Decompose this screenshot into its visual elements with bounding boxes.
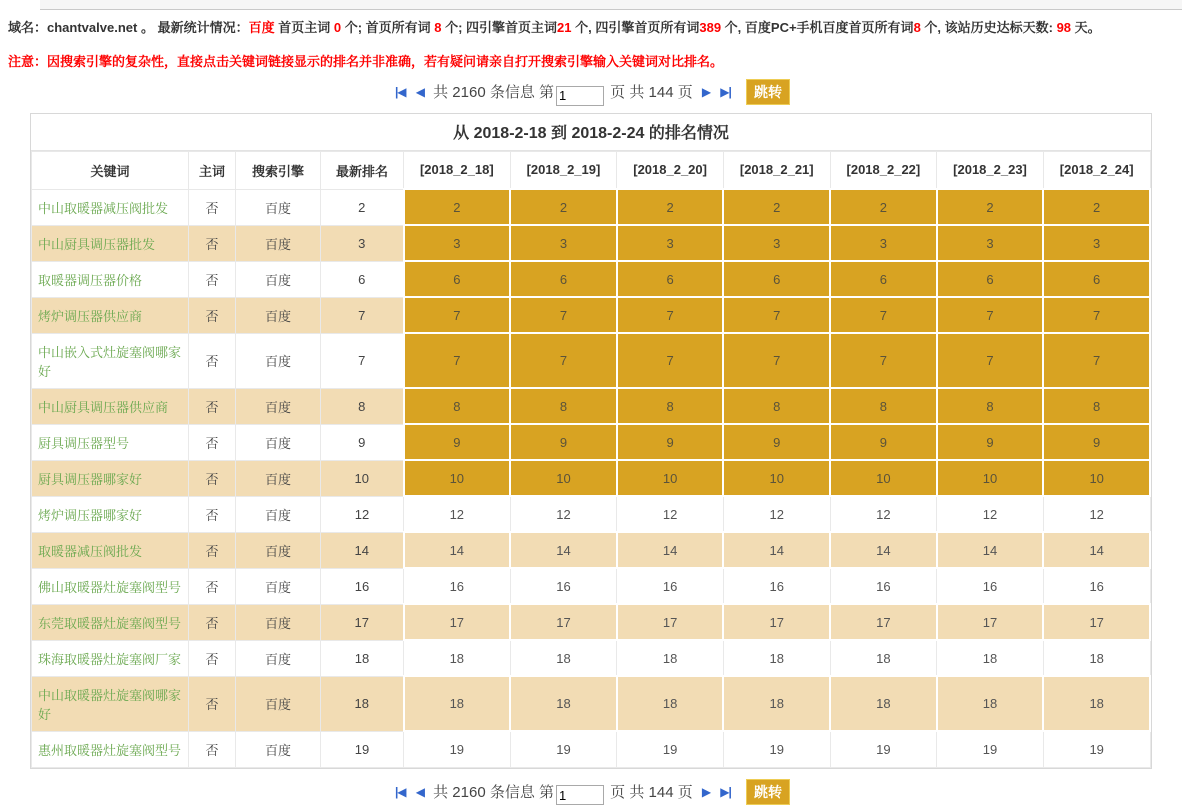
keyword-link[interactable]: 中山取暖器灶旋塞阀哪家好 <box>38 688 181 722</box>
latest-rank-cell: 8 <box>321 388 404 424</box>
latest-rank-cell: 2 <box>321 189 404 225</box>
date-column-header: [2018_2_21] <box>723 151 830 189</box>
search-engine-cell: 百度 <box>236 604 321 640</box>
table-title: 从 2018-2-18 到 2018-2-24 的排名情况 <box>31 114 1151 151</box>
table-row <box>32 640 1151 676</box>
date-column-header: [2018_2_22] <box>830 151 937 189</box>
date-rank-cell: 7 <box>617 333 724 388</box>
date-rank-cell: 10 <box>723 460 830 496</box>
search-engine-cell: 百度 <box>236 333 321 388</box>
latest-rank-cell: 16 <box>321 568 404 604</box>
stats-segment: 0 <box>334 20 341 35</box>
last-page-icon[interactable]: ▶| <box>720 85 731 99</box>
keyword-cell <box>32 333 189 388</box>
rank-table-body <box>32 189 1151 767</box>
date-rank-cell: 9 <box>404 424 511 460</box>
date-rank-cell: 3 <box>404 225 511 261</box>
date-rank-cell: 2 <box>617 189 724 225</box>
date-rank-cell: 8 <box>830 388 937 424</box>
date-rank-cell: 18 <box>1043 640 1150 676</box>
table-row <box>32 189 1151 225</box>
date-rank-cell: 3 <box>1043 225 1150 261</box>
date-rank-cell: 7 <box>510 297 617 333</box>
date-rank-cell: 14 <box>723 532 830 568</box>
date-rank-cell: 17 <box>830 604 937 640</box>
date-rank-cell: 8 <box>617 388 724 424</box>
keyword-link[interactable]: 惠州取暖器灶旋塞阀型号 <box>38 743 181 758</box>
date-rank-cell: 19 <box>404 731 511 767</box>
keyword-cell <box>32 424 189 460</box>
keyword-link[interactable]: 厨具调压器型号 <box>38 436 129 451</box>
date-rank-cell: 12 <box>404 496 511 532</box>
date-rank-cell: 18 <box>723 676 830 731</box>
date-rank-cell: 9 <box>937 424 1044 460</box>
keyword-cell <box>32 604 189 640</box>
table-row <box>32 297 1151 333</box>
keyword-link[interactable]: 东莞取暖器灶旋塞阀型号 <box>38 616 181 631</box>
jump-button[interactable]: 跳转 <box>746 779 790 805</box>
date-rank-cell: 6 <box>510 261 617 297</box>
date-column-header: [2018_2_19] <box>510 151 617 189</box>
stats-label: 最新统计情况： <box>158 20 249 35</box>
date-rank-cell: 9 <box>617 424 724 460</box>
pagination-bottom <box>0 779 1182 805</box>
date-rank-cell: 17 <box>617 604 724 640</box>
prev-page-icon[interactable]: ◀ <box>416 85 424 99</box>
date-rank-cell: 14 <box>937 532 1044 568</box>
date-rank-cell: 18 <box>1043 676 1150 731</box>
keyword-link[interactable]: 珠海取暖器灶旋塞阀厂家 <box>38 652 181 667</box>
page-input[interactable] <box>556 785 604 805</box>
table-row <box>32 333 1151 388</box>
keyword-cell <box>32 261 189 297</box>
main-word-cell: 否 <box>189 388 236 424</box>
table-row <box>32 460 1151 496</box>
date-rank-cell: 16 <box>830 568 937 604</box>
stats-segment: 百度 <box>249 20 275 35</box>
date-rank-cell: 8 <box>1043 388 1150 424</box>
search-engine-cell: 百度 <box>236 532 321 568</box>
date-rank-cell: 16 <box>617 568 724 604</box>
first-page-icon[interactable]: |◀ <box>395 85 406 99</box>
date-rank-cell: 19 <box>1043 731 1150 767</box>
date-rank-cell: 7 <box>830 333 937 388</box>
date-rank-cell: 9 <box>1043 424 1150 460</box>
date-rank-cell: 7 <box>937 297 1044 333</box>
date-rank-cell: 18 <box>723 640 830 676</box>
column-header: 主词 <box>189 151 236 189</box>
date-column-header: [2018_2_23] <box>937 151 1044 189</box>
next-page-icon[interactable]: ▶ <box>702 785 710 799</box>
stats-segment: 21 <box>557 20 571 35</box>
latest-rank-cell: 7 <box>321 333 404 388</box>
date-rank-cell: 3 <box>510 225 617 261</box>
date-rank-cell: 14 <box>1043 532 1150 568</box>
latest-rank-cell: 17 <box>321 604 404 640</box>
date-rank-cell: 14 <box>510 532 617 568</box>
main-word-cell: 否 <box>189 225 236 261</box>
date-rank-cell: 19 <box>937 731 1044 767</box>
table-row <box>32 496 1151 532</box>
page-count-text: 共 2160 条信息 第 <box>433 84 554 101</box>
date-rank-cell: 7 <box>830 297 937 333</box>
date-rank-cell: 7 <box>617 297 724 333</box>
table-row <box>32 731 1151 767</box>
date-rank-cell: 17 <box>723 604 830 640</box>
date-rank-cell: 6 <box>404 261 511 297</box>
latest-rank-cell: 14 <box>321 532 404 568</box>
page-input[interactable] <box>556 86 604 106</box>
next-page-icon[interactable]: ▶ <box>702 85 710 99</box>
keyword-cell <box>32 460 189 496</box>
date-rank-cell: 2 <box>510 189 617 225</box>
column-header: 搜索引擎 <box>236 151 321 189</box>
keyword-cell <box>32 640 189 676</box>
date-rank-cell: 18 <box>830 640 937 676</box>
date-rank-cell: 18 <box>617 676 724 731</box>
stats-segment: 个, 百度PC+手机百度首页所有词 <box>721 20 914 35</box>
main-word-cell: 否 <box>189 604 236 640</box>
stats-segment: 8 <box>434 20 441 35</box>
stats-segment: 389 <box>699 20 721 35</box>
date-rank-cell: 12 <box>937 496 1044 532</box>
search-engine-cell: 百度 <box>236 424 321 460</box>
date-rank-cell: 14 <box>617 532 724 568</box>
date-rank-cell: 17 <box>510 604 617 640</box>
date-rank-cell: 18 <box>937 640 1044 676</box>
notice-line: 注意：因搜索引擎的复杂性，直接点击关键词链接显示的排名并非准确，若有疑问请亲自打开搜索引擎输入关键词对比排名。 <box>8 51 1182 70</box>
browser-top-strip <box>40 0 1182 10</box>
keyword-link[interactable]: 中山厨具调压器批发 <box>38 237 155 252</box>
table-row <box>32 676 1151 731</box>
table-row <box>32 388 1151 424</box>
search-engine-cell: 百度 <box>236 388 321 424</box>
date-rank-cell: 7 <box>937 333 1044 388</box>
date-rank-cell: 6 <box>830 261 937 297</box>
main-word-cell: 否 <box>189 676 236 731</box>
date-rank-cell: 3 <box>723 225 830 261</box>
date-rank-cell: 16 <box>404 568 511 604</box>
date-rank-cell: 10 <box>510 460 617 496</box>
date-rank-cell: 12 <box>1043 496 1150 532</box>
date-rank-cell: 6 <box>617 261 724 297</box>
keyword-link[interactable]: 中山嵌入式灶旋塞阀哪家好 <box>38 345 181 379</box>
date-rank-cell: 12 <box>723 496 830 532</box>
pagination-top <box>0 79 1182 106</box>
domain-value: chantvalve.net <box>47 20 137 35</box>
main-word-cell: 否 <box>189 333 236 388</box>
date-rank-cell: 3 <box>937 225 1044 261</box>
keyword-cell <box>32 731 189 767</box>
latest-rank-cell: 18 <box>321 640 404 676</box>
table-row <box>32 532 1151 568</box>
main-word-cell: 否 <box>189 496 236 532</box>
table-row <box>32 261 1151 297</box>
main-word-cell: 否 <box>189 297 236 333</box>
search-engine-cell: 百度 <box>236 189 321 225</box>
latest-rank-cell: 18 <box>321 676 404 731</box>
stats-segment: 98 <box>1057 20 1071 35</box>
latest-rank-cell: 9 <box>321 424 404 460</box>
keyword-link[interactable]: 烤炉调压器哪家好 <box>38 508 142 523</box>
date-rank-cell: 17 <box>404 604 511 640</box>
keyword-cell <box>32 189 189 225</box>
latest-rank-cell: 12 <box>321 496 404 532</box>
keyword-link[interactable]: 烤炉调压器供应商 <box>38 309 142 324</box>
stats-segment: 天。 <box>1071 20 1101 35</box>
table-row <box>32 424 1151 460</box>
latest-rank-cell: 6 <box>321 261 404 297</box>
main-word-cell: 否 <box>189 568 236 604</box>
page-total-text: 页 共 144 页 <box>610 784 693 801</box>
main-word-cell: 否 <box>189 640 236 676</box>
date-rank-cell: 16 <box>723 568 830 604</box>
keyword-link[interactable]: 厨具调压器哪家好 <box>38 472 142 487</box>
latest-rank-cell: 3 <box>321 225 404 261</box>
date-rank-cell: 8 <box>723 388 830 424</box>
first-page-icon[interactable]: |◀ <box>395 785 406 799</box>
date-rank-cell: 10 <box>937 460 1044 496</box>
search-engine-cell: 百度 <box>236 297 321 333</box>
search-engine-cell: 百度 <box>236 261 321 297</box>
stats-line <box>8 17 1182 36</box>
keyword-cell <box>32 297 189 333</box>
keyword-link[interactable]: 中山厨具调压器供应商 <box>38 400 168 415</box>
date-column-header: [2018_2_24] <box>1043 151 1150 189</box>
keyword-link[interactable]: 取暖器调压器价格 <box>38 273 142 288</box>
stats-segment: 。 <box>137 20 157 35</box>
main-word-cell: 否 <box>189 261 236 297</box>
date-rank-cell: 16 <box>1043 568 1150 604</box>
date-rank-cell: 3 <box>617 225 724 261</box>
keyword-cell <box>32 496 189 532</box>
date-rank-cell: 19 <box>723 731 830 767</box>
column-header: 关键词 <box>32 151 189 189</box>
keyword-link[interactable]: 佛山取暖器灶旋塞阀型号 <box>38 580 181 595</box>
date-rank-cell: 9 <box>830 424 937 460</box>
date-rank-cell: 12 <box>510 496 617 532</box>
ranking-table-container <box>30 113 1152 769</box>
stats-segment: 8 <box>914 20 921 35</box>
jump-button[interactable]: 跳转 <box>746 79 790 105</box>
date-rank-cell: 7 <box>510 333 617 388</box>
date-rank-cell: 7 <box>1043 297 1150 333</box>
table-row <box>32 568 1151 604</box>
date-rank-cell: 19 <box>830 731 937 767</box>
keyword-cell <box>32 532 189 568</box>
main-word-cell: 否 <box>189 532 236 568</box>
date-column-header: [2018_2_20] <box>617 151 724 189</box>
search-engine-cell: 百度 <box>236 496 321 532</box>
date-rank-cell: 9 <box>723 424 830 460</box>
domain-label: 域名： <box>8 20 47 35</box>
date-rank-cell: 2 <box>830 189 937 225</box>
date-rank-cell: 7 <box>404 333 511 388</box>
date-rank-cell: 18 <box>404 676 511 731</box>
date-rank-cell: 12 <box>830 496 937 532</box>
date-rank-cell: 18 <box>830 676 937 731</box>
main-word-cell: 否 <box>189 424 236 460</box>
date-rank-cell: 19 <box>617 731 724 767</box>
date-rank-cell: 17 <box>937 604 1044 640</box>
search-engine-cell: 百度 <box>236 568 321 604</box>
date-rank-cell: 10 <box>1043 460 1150 496</box>
main-word-cell: 否 <box>189 189 236 225</box>
prev-page-icon[interactable]: ◀ <box>416 785 424 799</box>
date-rank-cell: 12 <box>617 496 724 532</box>
date-rank-cell: 18 <box>617 640 724 676</box>
date-rank-cell: 18 <box>510 640 617 676</box>
latest-rank-cell: 7 <box>321 297 404 333</box>
latest-rank-cell: 10 <box>321 460 404 496</box>
table-header-row <box>32 151 1151 189</box>
page-total-text: 页 共 144 页 <box>610 84 693 101</box>
date-rank-cell: 14 <box>404 532 511 568</box>
date-rank-cell: 14 <box>830 532 937 568</box>
date-rank-cell: 18 <box>510 676 617 731</box>
date-rank-cell: 8 <box>510 388 617 424</box>
date-rank-cell: 2 <box>1043 189 1150 225</box>
stats-segment: 个; 首页所有词 <box>341 20 434 35</box>
date-rank-cell: 7 <box>1043 333 1150 388</box>
date-rank-cell: 16 <box>937 568 1044 604</box>
date-rank-cell: 6 <box>1043 261 1150 297</box>
date-rank-cell: 10 <box>830 460 937 496</box>
search-engine-cell: 百度 <box>236 731 321 767</box>
date-rank-cell: 10 <box>404 460 511 496</box>
latest-rank-cell: 19 <box>321 731 404 767</box>
keyword-link[interactable]: 中山取暖器减压阀批发 <box>38 201 168 216</box>
date-rank-cell: 9 <box>510 424 617 460</box>
stats-segment: 个, 四引擎首页所有词 <box>572 20 700 35</box>
date-rank-cell: 18 <box>404 640 511 676</box>
date-rank-cell: 19 <box>510 731 617 767</box>
stats-segment: 个, 该站历史达标天数: <box>921 20 1057 35</box>
date-rank-cell: 3 <box>830 225 937 261</box>
date-rank-cell: 18 <box>937 676 1044 731</box>
keyword-link[interactable]: 取暖器减压阀批发 <box>38 544 142 559</box>
stats-segment: 个; 四引擎首页主词 <box>441 20 557 35</box>
stats-segment: 首页主词 <box>275 20 334 35</box>
search-engine-cell: 百度 <box>236 225 321 261</box>
date-rank-cell: 16 <box>510 568 617 604</box>
date-column-header: [2018_2_18] <box>404 151 511 189</box>
main-word-cell: 否 <box>189 460 236 496</box>
search-engine-cell: 百度 <box>236 676 321 731</box>
keyword-cell <box>32 676 189 731</box>
ranking-table <box>31 151 1151 768</box>
date-rank-cell: 8 <box>937 388 1044 424</box>
main-word-cell: 否 <box>189 731 236 767</box>
date-rank-cell: 2 <box>723 189 830 225</box>
date-rank-cell: 8 <box>404 388 511 424</box>
table-row <box>32 604 1151 640</box>
date-rank-cell: 2 <box>404 189 511 225</box>
date-rank-cell: 2 <box>937 189 1044 225</box>
table-row <box>32 225 1151 261</box>
search-engine-cell: 百度 <box>236 460 321 496</box>
search-engine-cell: 百度 <box>236 640 321 676</box>
date-rank-cell: 7 <box>404 297 511 333</box>
last-page-icon[interactable]: ▶| <box>720 785 731 799</box>
date-rank-cell: 10 <box>617 460 724 496</box>
date-rank-cell: 17 <box>1043 604 1150 640</box>
date-rank-cell: 7 <box>723 333 830 388</box>
date-rank-cell: 6 <box>723 261 830 297</box>
keyword-cell <box>32 225 189 261</box>
date-rank-cell: 6 <box>937 261 1044 297</box>
keyword-cell <box>32 568 189 604</box>
page-count-text: 共 2160 条信息 第 <box>433 784 554 801</box>
date-rank-cell: 7 <box>723 297 830 333</box>
column-header: 最新排名 <box>321 151 404 189</box>
keyword-cell <box>32 388 189 424</box>
